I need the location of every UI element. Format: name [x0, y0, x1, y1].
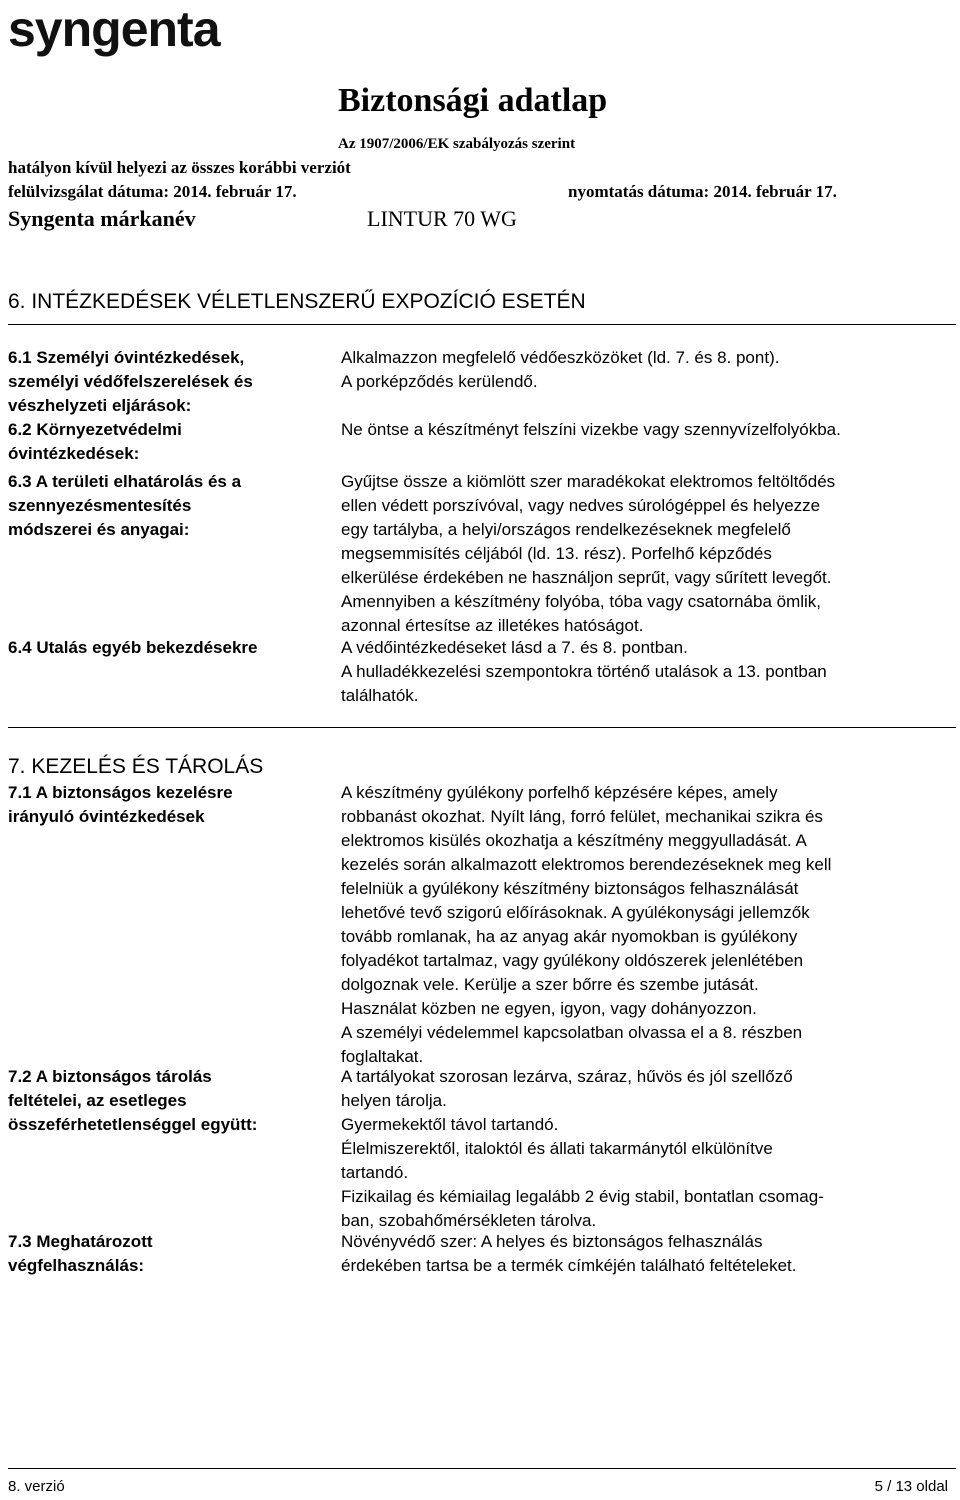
text-7-1: A készítmény gyúlékony porfelhő képzésére képes, amely robbanást okozhat. Nyílt láng, forró felület, mechanikai szikra és elektromos kisülés okozhatja a készítmény meggyulladását. A kezelés során alkalmazott elektromos berendezéseknek meg kell felelniük a gyúlékony készítmény biztonságos felhasználását lehetővé tevő szigorú előírásoknak. A gyúlékonysági jellemzők tovább romlanak, ha az anyag akár nyomokban is gyúlékony folyadékot tartalmaz, vagy gyúlékony oldószerek jelenlétében dolgoznak vele. Kerülje a szer bőrre és szembe jutását. Használat közben ne egyen, igyon, vagy dohányozzon. A személyi védelemmel kapcsolatban olvassa el a 8. részben foglaltakat.: [341, 783, 832, 1066]
text-7-3: Növényvédő szer: A helyes és biztonságos felhasználás érdekében tartsa be a termék címkéjén található feltételeket.: [341, 1232, 797, 1275]
regulation-reference: Az 1907/2006/EK szabályozás szerint: [338, 136, 576, 152]
revision-date: felülvizsgálat dátuma: 2014. február 17.: [8, 182, 297, 201]
text-6-2: Ne öntse a készítményt felszíni vizekbe vagy szennyvízelfolyókba.: [341, 420, 841, 439]
supersedes-note: hatályon kívül helyezi az összes korábbi verziót: [8, 158, 351, 177]
label-6-4: 6.4 Utalás egyéb bekezdésekre: [8, 638, 258, 657]
syngenta-logo: syngenta: [8, 1, 220, 57]
text-7-2: A tartályokat szorosan lezárva, száraz, hűvös és jól szellőző helyen tárolja. Gyermekektől távol tartandó. Élelmiszerektől, italoktól és állati takarmánytól elkülönítve tartandó. Fizikailag és kémiailag legalább 2 évig stabil, bontatlan csomag- ban, szobahőmérsékleten tárolva.: [341, 1067, 824, 1230]
text-6-4: A védőintézkedéseket lásd a 7. és 8. pontban. A hulladékkezelési szempontokra történő utalások a 13. pontban találhatók.: [341, 638, 827, 705]
label-6-2: 6.2 Környezetvédelmi óvintézkedések:: [8, 420, 182, 463]
section-divider: [8, 727, 956, 728]
brand-label: Syngenta márkanév: [8, 206, 196, 231]
section-6-divider: [8, 324, 956, 325]
label-7-2: 7.2 A biztonságos tárolás feltételei, az esetleges összeférhetetlenséggel együtt:: [8, 1067, 258, 1134]
footer-divider: [8, 1468, 956, 1469]
section-6-heading: 6. INTÉZKEDÉSEK VÉLETLENSZERŰ EXPOZÍCIÓ ESETÉN: [8, 290, 586, 313]
product-name: LINTUR 70 WG: [367, 206, 517, 231]
print-date: nyomtatás dátuma: 2014. február 17.: [568, 182, 837, 201]
label-7-1: 7.1 A biztonságos kezelésre irányuló óvintézkedések: [8, 783, 233, 826]
text-6-3: Gyűjtse össze a kiömlött szer maradékokat elektromos feltöltődés ellen védett porszívóval, vagy nedves súrológéppel és helyezze egy tartályba, a helyi/országos rendelkezéseknek megfelelő megsemmisítés céljából (ld. 13. rész). Porfelhő képződés elkerülése érdekében ne használjon seprűt, vagy sűrített levegőt. Amennyiben a készítmény folyóba, tóba vagy csatornába ömlik, azonnal értesítse az illetékes hatóságot.: [341, 472, 836, 635]
section-7-heading: 7. KEZELÉS ÉS TÁROLÁS: [8, 755, 264, 778]
footer-page-number: 5 / 13 oldal: [874, 1478, 948, 1495]
label-7-3: 7.3 Meghatározott végfelhasználás:: [8, 1232, 153, 1275]
label-6-3: 6.3 A területi elhatárolás és a szennyezésmentesítés módszerei és anyagai:: [8, 472, 242, 539]
label-6-1: 6.1 Személyi óvintézkedések, személyi védőfelszerelések és vészhelyzeti eljárások:: [8, 348, 253, 415]
footer-version: 8. verzió: [8, 1478, 65, 1495]
text-6-1: Alkalmazzon megfelelő védőeszközöket (ld. 7. és 8. pont). A porképződés kerülendő.: [341, 348, 780, 391]
document-title: Biztonsági adatlap: [338, 82, 608, 119]
